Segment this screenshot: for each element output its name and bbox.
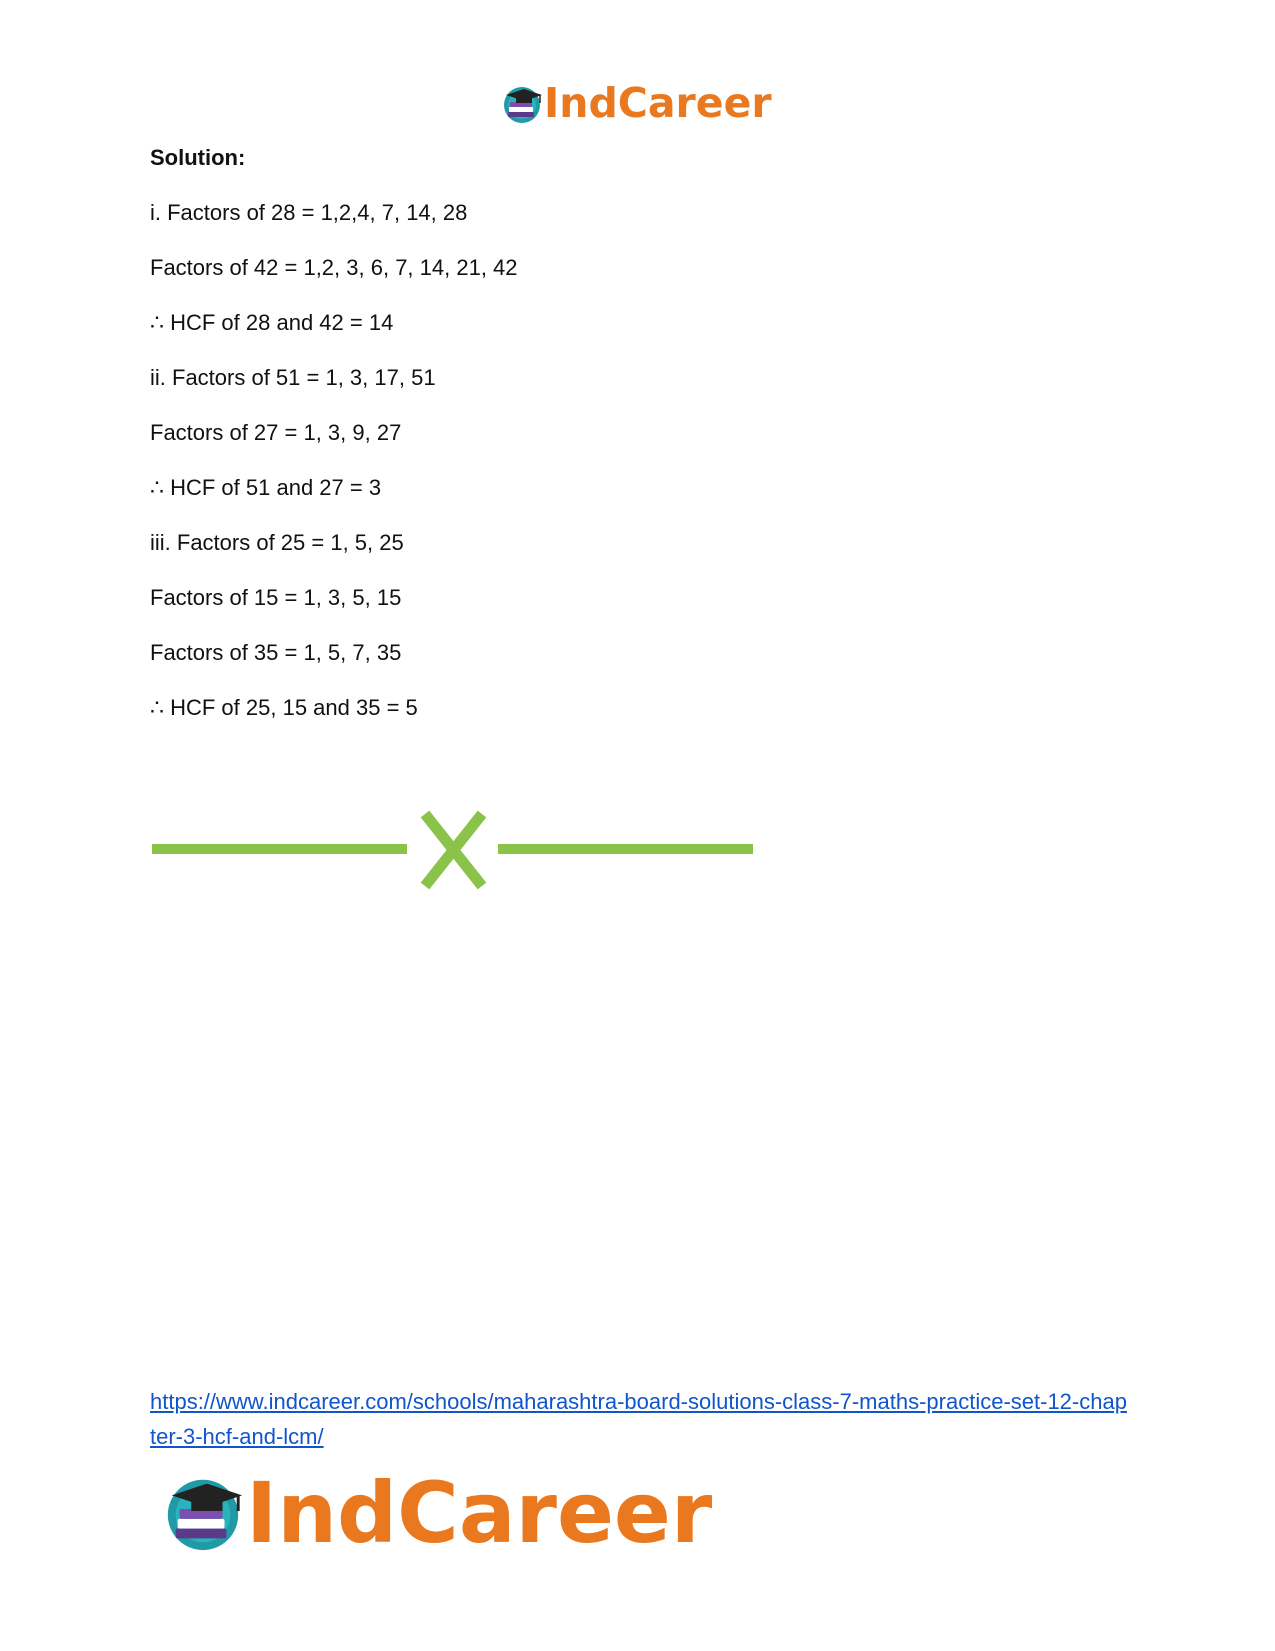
- solution-line: Factors of 27 = 1, 3, 9, 27: [150, 420, 402, 445]
- solution-line: ∴ HCF of 25, 15 and 35 = 5: [150, 695, 418, 720]
- solution-content: [150, 144, 1150, 749]
- logo-text: IndCareer: [544, 78, 772, 127]
- x-divider-icon: [150, 810, 755, 890]
- solution-line: i. Factors of 28 = 1,2,4, 7, 14, 28: [150, 200, 468, 225]
- graduation-cap-books-icon: [500, 81, 544, 125]
- solution-line: iii. Factors of 25 = 1, 5, 25: [150, 530, 404, 555]
- solution-line: ii. Factors of 51 = 1, 3, 17, 51: [150, 365, 436, 390]
- logo-text: IndCareer: [246, 1464, 713, 1562]
- solution-line: Factors of 35 = 1, 5, 7, 35: [150, 640, 402, 665]
- solution-line: Factors of 42 = 1,2, 3, 6, 7, 14, 21, 42: [150, 255, 518, 280]
- source-link[interactable]: https://www.indcareer.com/schools/maharashtra-board-solutions-class-7-maths-practice-set-12-chapter-3-hcf-and-lcm/: [150, 1389, 1127, 1449]
- header-logo: [500, 78, 772, 128]
- graduation-cap-books-icon: [160, 1468, 246, 1559]
- solution-line: Factors of 15 = 1, 3, 5, 15: [150, 585, 402, 610]
- solution-line: ∴ HCF of 51 and 27 = 3: [150, 475, 382, 500]
- footer-logo: [160, 1464, 713, 1562]
- solution-line: ∴ HCF of 28 and 42 = 14: [150, 310, 394, 335]
- solution-heading: Solution:: [150, 145, 246, 170]
